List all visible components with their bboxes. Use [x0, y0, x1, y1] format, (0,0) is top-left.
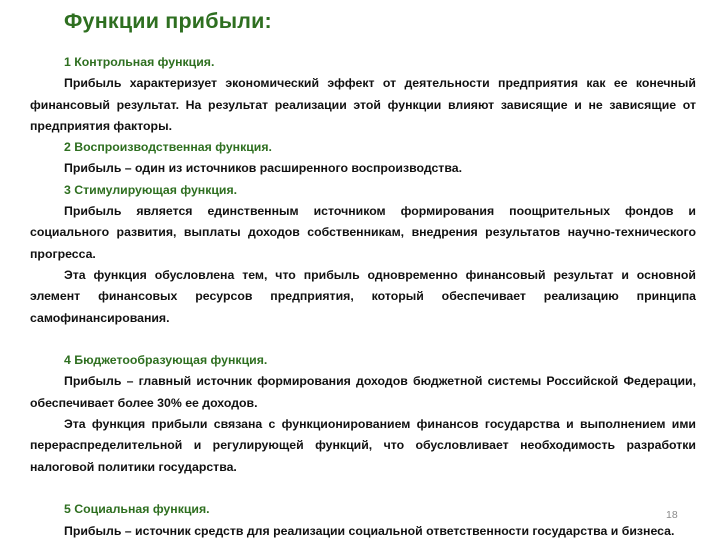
section-paragraph: Прибыль – источник средств для реализации социальной ответственности государства и бизнеса.: [64, 523, 675, 538]
slide-title: Функции прибыли:: [64, 9, 272, 33]
section-paragraph: Прибыль является единственным источником формирования поощрительных фондов и социального развития, выплаты доходов собственникам, внедрения результатов научно-технического прогресса.: [30, 204, 696, 261]
section-paragraph: Прибыль – один из источников расширенного воспроизводства.: [64, 161, 462, 176]
section-paragraph: Эта функция обусловлена тем, что прибыль одновременно финансовый результат и основной элемент финансовых ресурсов предприятия, который обеспечивает реализацию принципа самофинансирования.: [30, 267, 696, 325]
section-paragraph: Эта функция прибыли связана с функционированием финансов государства и выполнением ими перераспределительной и регулирующей функций, что обусловливает необходимость разработки налоговой политики государства.: [30, 417, 696, 474]
section-heading-budget: 4 Бюджетообразующая функция.: [64, 353, 268, 368]
section-heading-social: 5 Социальная функция.: [64, 502, 210, 517]
section-paragraph: Прибыль – главный источник формирования доходов бюджетной системы Российской Федерации, обеспечивает более 30% ее доходов.: [30, 374, 696, 410]
section-heading-stimulating: 3 Стимулирующая функция.: [64, 182, 238, 197]
section-heading-control: 1 Контрольная функция.: [64, 55, 215, 69]
slide-content: [30, 52, 696, 542]
section-paragraph: Прибыль характеризует экономический эффект от деятельности предприятия как ее конечный финансовый результат. На результат реализации этой функции влияют зависящие и не зависящие от предприятия факторы.: [30, 76, 696, 133]
section-spacer: [30, 329, 696, 350]
page-number: 18: [666, 509, 678, 521]
section-heading-reproduction: 2 Воспроизводственная функция.: [64, 140, 272, 155]
section-spacer: [30, 478, 696, 499]
